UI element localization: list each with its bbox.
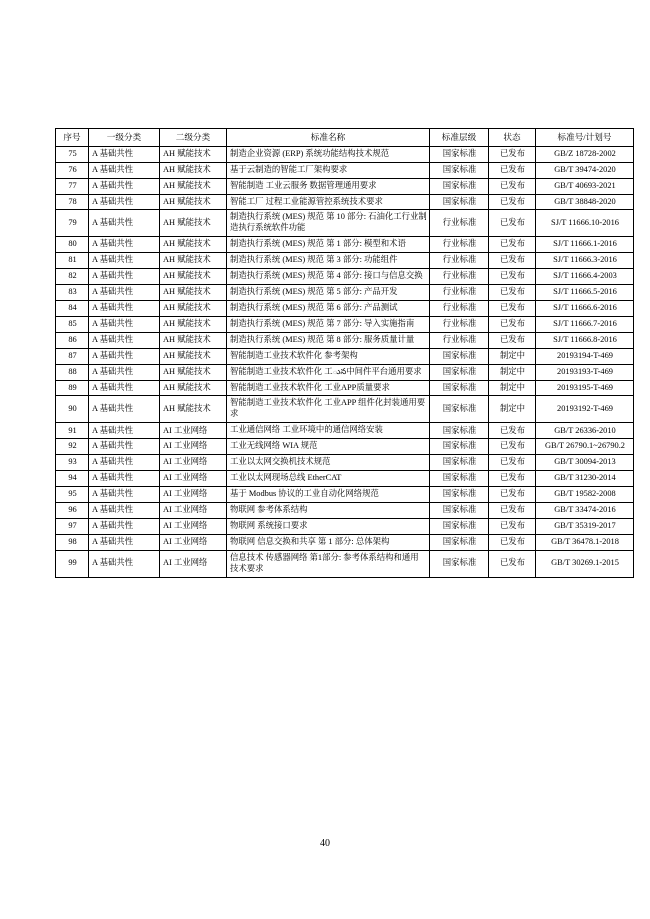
cell-no: 96 [56, 502, 89, 518]
cell-standard-code: GB/T 38848-2020 [536, 194, 634, 210]
cell-standard-code: GB/T 26336-2010 [536, 423, 634, 439]
cell-category2: AH 赋能技术 [160, 178, 227, 194]
cell-standard-name: 物联网 系统接口要求 [227, 518, 430, 534]
cell-status: 已发布 [489, 455, 536, 471]
table-row [56, 455, 634, 471]
cell-category2: AI 工业网络 [160, 487, 227, 503]
cell-standard-level: 行业标准 [430, 269, 489, 285]
cell-no: 97 [56, 518, 89, 534]
cell-category1: A 基础共性 [89, 550, 160, 577]
column-header-status: 状态 [489, 129, 536, 147]
cell-no: 99 [56, 550, 89, 577]
table-row [56, 237, 634, 253]
cell-category1: A 基础共性 [89, 285, 160, 301]
cell-category2: AH 赋能技术 [160, 146, 227, 162]
cell-status: 已发布 [489, 534, 536, 550]
cell-standard-level: 行业标准 [430, 300, 489, 316]
cell-standard-name: 制造企业资源 (ERP) 系统功能结构技术规范 [227, 146, 430, 162]
cell-status: 已发布 [489, 237, 536, 253]
cell-standard-level: 国家标准 [430, 502, 489, 518]
cell-standard-code: GB/T 31230-2014 [536, 471, 634, 487]
cell-category1: A 基础共性 [89, 162, 160, 178]
cell-status: 已发布 [489, 518, 536, 534]
cell-status: 已发布 [489, 210, 536, 237]
table-row [56, 550, 634, 577]
cell-standard-code: GB/T 39474-2020 [536, 162, 634, 178]
cell-standard-level: 国家标准 [430, 348, 489, 364]
cell-category1: A 基础共性 [89, 471, 160, 487]
column-header-standard-code: 标准号/计划号 [536, 129, 634, 147]
cell-standard-level: 国家标准 [430, 380, 489, 396]
cell-no: 95 [56, 487, 89, 503]
cell-category1: A 基础共性 [89, 178, 160, 194]
cell-category2: AI 工业网络 [160, 518, 227, 534]
cell-category1: A 基础共性 [89, 423, 160, 439]
column-header-no: 序号 [56, 129, 89, 147]
cell-status: 已发布 [489, 253, 536, 269]
cell-standard-code: SJ/T 11666.10-2016 [536, 210, 634, 237]
cell-standard-code: GB/T 26790.1~26790.2 [536, 439, 634, 455]
cell-category1: A 基础共性 [89, 396, 160, 423]
cell-standard-name: 基于云制造的智能工厂架构要求 [227, 162, 430, 178]
cell-category1: A 基础共性 [89, 332, 160, 348]
cell-category2: AH 赋能技术 [160, 380, 227, 396]
cell-category2: AH 赋能技术 [160, 253, 227, 269]
cell-no: 84 [56, 300, 89, 316]
cell-standard-level: 行业标准 [430, 332, 489, 348]
cell-category1: A 基础共性 [89, 146, 160, 162]
cell-category1: A 基础共性 [89, 380, 160, 396]
cell-category2: AI 工业网络 [160, 455, 227, 471]
cell-no: 87 [56, 348, 89, 364]
cell-standard-code: GB/T 35319-2017 [536, 518, 634, 534]
cell-standard-code: SJ/T 11666.5-2016 [536, 285, 634, 301]
cell-category2: AH 赋能技术 [160, 194, 227, 210]
cell-standard-level: 国家标准 [430, 194, 489, 210]
cell-standard-code: GB/T 19582-2008 [536, 487, 634, 503]
cell-no: 92 [56, 439, 89, 455]
cell-status: 已发布 [489, 316, 536, 332]
cell-category2: AH 赋能技术 [160, 396, 227, 423]
cell-standard-level: 行业标准 [430, 285, 489, 301]
cell-category1: A 基础共性 [89, 210, 160, 237]
cell-standard-name: 信息技术 传感器网络 第1部分: 参考体系结构和通用技术要求 [227, 550, 430, 577]
cell-standard-name: 制造执行系统 (MES) 规范 第 4 部分: 接口与信息交换 [227, 269, 430, 285]
cell-category1: A 基础共性 [89, 237, 160, 253]
cell-status: 已发布 [489, 178, 536, 194]
column-header-standard-name: 标准名称 [227, 129, 430, 147]
cell-category2: AI 工业网络 [160, 423, 227, 439]
cell-standard-code: 20193194-T-469 [536, 348, 634, 364]
cell-standard-code: 20193195-T-469 [536, 380, 634, 396]
cell-category2: AI 工业网络 [160, 502, 227, 518]
standards-table [55, 128, 634, 578]
table-row [56, 253, 634, 269]
table-row [56, 285, 634, 301]
cell-standard-code: SJ/T 11666.3-2016 [536, 253, 634, 269]
table-row [56, 269, 634, 285]
cell-standard-name: 物联网 信息交换和共享 第 1 部分: 总体架构 [227, 534, 430, 550]
cell-no: 91 [56, 423, 89, 439]
table-row [56, 194, 634, 210]
table-row [56, 316, 634, 332]
cell-standard-code: GB/T 30269.1-2015 [536, 550, 634, 577]
cell-standard-name: 制造执行系统 (MES) 规范 第 3 部分: 功能组件 [227, 253, 430, 269]
cell-standard-code: SJ/T 11666.8-2016 [536, 332, 634, 348]
cell-category2: AH 赋能技术 [160, 316, 227, 332]
cell-standard-name: 基于 Modbus 协议的工业自动化网络规范 [227, 487, 430, 503]
cell-category1: A 基础共性 [89, 316, 160, 332]
table-row [56, 439, 634, 455]
cell-standard-level: 国家标准 [430, 471, 489, 487]
cell-status: 已发布 [489, 332, 536, 348]
cell-standard-level: 国家标准 [430, 534, 489, 550]
cell-status: 已发布 [489, 162, 536, 178]
cell-no: 85 [56, 316, 89, 332]
cell-category2: AI 工业网络 [160, 471, 227, 487]
cell-category2: AH 赋能技术 [160, 269, 227, 285]
cell-no: 80 [56, 237, 89, 253]
cell-status: 制定中 [489, 348, 536, 364]
cell-category2: AI 工业网络 [160, 439, 227, 455]
cell-status: 已发布 [489, 269, 536, 285]
table-row [56, 471, 634, 487]
cell-status: 已发布 [489, 146, 536, 162]
cell-standard-level: 国家标准 [430, 423, 489, 439]
cell-standard-level: 行业标准 [430, 210, 489, 237]
cell-category2: AH 赋能技术 [160, 300, 227, 316]
cell-standard-name: 物联网 参考体系结构 [227, 502, 430, 518]
cell-no: 86 [56, 332, 89, 348]
cell-category1: A 基础共性 [89, 534, 160, 550]
table-row [56, 162, 634, 178]
cell-no: 78 [56, 194, 89, 210]
column-header-category1: 一级分类 [89, 129, 160, 147]
cell-category2: AI 工业网络 [160, 534, 227, 550]
cell-category2: AH 赋能技术 [160, 162, 227, 178]
table-row [56, 502, 634, 518]
cell-category1: A 基础共性 [89, 518, 160, 534]
table-row [56, 487, 634, 503]
cell-standard-name: 智能制造工业技术软件化 工业APP 组件化封装通用要求 [227, 396, 430, 423]
column-header-category2: 二级分类 [160, 129, 227, 147]
cell-no: 79 [56, 210, 89, 237]
cell-category1: A 基础共性 [89, 487, 160, 503]
cell-no: 76 [56, 162, 89, 178]
cell-status: 已发布 [489, 550, 536, 577]
cell-standard-level: 国家标准 [430, 518, 489, 534]
cell-no: 77 [56, 178, 89, 194]
cell-standard-name: 制造执行系统 (MES) 规范 第 8 部分: 服务质量计量 [227, 332, 430, 348]
table-row [56, 146, 634, 162]
cell-status: 已发布 [489, 471, 536, 487]
cell-category2: AI 工业网络 [160, 550, 227, 577]
cell-no: 83 [56, 285, 89, 301]
cell-standard-code: 20193192-T-469 [536, 396, 634, 423]
cell-no: 98 [56, 534, 89, 550]
table-row [56, 423, 634, 439]
cell-standard-name: 智能制造工业技术软件化 工业APP质量要求 [227, 380, 430, 396]
cell-standard-name: 制造执行系统 (MES) 规范 第 6 部分: 产品测试 [227, 300, 430, 316]
cell-standard-level: 国家标准 [430, 487, 489, 503]
cell-category1: A 基础共性 [89, 502, 160, 518]
cell-standard-name: 制造执行系统 (MES) 规范 第 7 部分: 导入实施指南 [227, 316, 430, 332]
cell-standard-level: 国家标准 [430, 439, 489, 455]
column-header-standard-level: 标准层级 [430, 129, 489, 147]
cell-category1: A 基础共性 [89, 300, 160, 316]
cell-standard-code: SJ/T 11666.7-2016 [536, 316, 634, 332]
cell-standard-name: 制造执行系统 (MES) 规范 第 1 部分: 模型和术语 [227, 237, 430, 253]
cell-category1: A 基础共性 [89, 364, 160, 380]
cell-standard-level: 行业标准 [430, 316, 489, 332]
cell-standard-level: 行业标准 [430, 253, 489, 269]
cell-standard-name: 智能制造 工业云服务 数据管理通用要求 [227, 178, 430, 194]
table-row [56, 380, 634, 396]
table-row [56, 396, 634, 423]
cell-category2: AH 赋能技术 [160, 210, 227, 237]
cell-category2: AH 赋能技术 [160, 332, 227, 348]
cell-standard-level: 国家标准 [430, 396, 489, 423]
cell-standard-name: 工业通信网络 工业环境中的通信网络安装 [227, 423, 430, 439]
cell-no: 93 [56, 455, 89, 471]
cell-standard-level: 国家标准 [430, 455, 489, 471]
table-header-row [56, 129, 634, 147]
cell-no: 89 [56, 380, 89, 396]
cell-standard-code: GB/T 36478.1-2018 [536, 534, 634, 550]
cell-no: 90 [56, 396, 89, 423]
table-row [56, 534, 634, 550]
cell-standard-code: GB/T 30094-2013 [536, 455, 634, 471]
cell-status: 制定中 [489, 380, 536, 396]
cell-standard-name: 工业无线网络 WIA 规范 [227, 439, 430, 455]
table-row [56, 348, 634, 364]
cell-category1: A 基础共性 [89, 455, 160, 471]
cell-status: 已发布 [489, 300, 536, 316]
standards-table-container [55, 128, 625, 578]
cell-standard-name: 智能制造工业技术软件化 参考架构 [227, 348, 430, 364]
cell-category1: A 基础共性 [89, 194, 160, 210]
cell-standard-name: 制造执行系统 (MES) 规范 第 10 部分: 石油化工行业制造执行系统软件功能 [227, 210, 430, 237]
cell-standard-code: SJ/T 11666.1-2016 [536, 237, 634, 253]
cell-standard-name: 工业以太网现场总线 EtherCAT [227, 471, 430, 487]
cell-status: 制定中 [489, 364, 536, 380]
page-number: 40 [320, 838, 330, 849]
cell-standard-code: SJ/T 11666.6-2016 [536, 300, 634, 316]
cell-standard-name: 智能制造工业技术软件化 工ున中间件平台通用要求 [227, 364, 430, 380]
cell-status: 已发布 [489, 439, 536, 455]
table-row [56, 178, 634, 194]
cell-category1: A 基础共性 [89, 439, 160, 455]
cell-standard-level: 行业标准 [430, 237, 489, 253]
cell-standard-code: GB/Z 18728-2002 [536, 146, 634, 162]
cell-standard-code: GB/T 40693-2021 [536, 178, 634, 194]
cell-no: 88 [56, 364, 89, 380]
cell-standard-level: 国家标准 [430, 364, 489, 380]
cell-no: 82 [56, 269, 89, 285]
table-row [56, 332, 634, 348]
cell-status: 已发布 [489, 423, 536, 439]
cell-standard-name: 制造执行系统 (MES) 规范 第 5 部分: 产品开发 [227, 285, 430, 301]
cell-status: 已发布 [489, 487, 536, 503]
cell-category2: AH 赋能技术 [160, 285, 227, 301]
cell-standard-level: 国家标准 [430, 162, 489, 178]
cell-no: 94 [56, 471, 89, 487]
table-row [56, 364, 634, 380]
cell-no: 75 [56, 146, 89, 162]
cell-category2: AH 赋能技术 [160, 237, 227, 253]
cell-standard-name: 智能工厂 过程工业能源管控系统技术要求 [227, 194, 430, 210]
table-row [56, 210, 634, 237]
cell-category1: A 基础共性 [89, 253, 160, 269]
cell-standard-code: GB/T 33474-2016 [536, 502, 634, 518]
table-row [56, 518, 634, 534]
cell-category1: A 基础共性 [89, 348, 160, 364]
cell-no: 81 [56, 253, 89, 269]
cell-category2: AH 赋能技术 [160, 364, 227, 380]
cell-standard-level: 国家标准 [430, 146, 489, 162]
cell-standard-name: 工业以太网交换机技术规范 [227, 455, 430, 471]
cell-standard-code: SJ/T 11666.4-2003 [536, 269, 634, 285]
table-row [56, 300, 634, 316]
cell-standard-level: 国家标准 [430, 550, 489, 577]
cell-status: 已发布 [489, 285, 536, 301]
cell-category1: A 基础共性 [89, 269, 160, 285]
cell-status: 已发布 [489, 502, 536, 518]
cell-status: 制定中 [489, 396, 536, 423]
cell-category2: AH 赋能技术 [160, 348, 227, 364]
table-body [56, 146, 634, 577]
cell-status: 已发布 [489, 194, 536, 210]
cell-standard-code: 20193193-T-469 [536, 364, 634, 380]
cell-standard-level: 国家标准 [430, 178, 489, 194]
